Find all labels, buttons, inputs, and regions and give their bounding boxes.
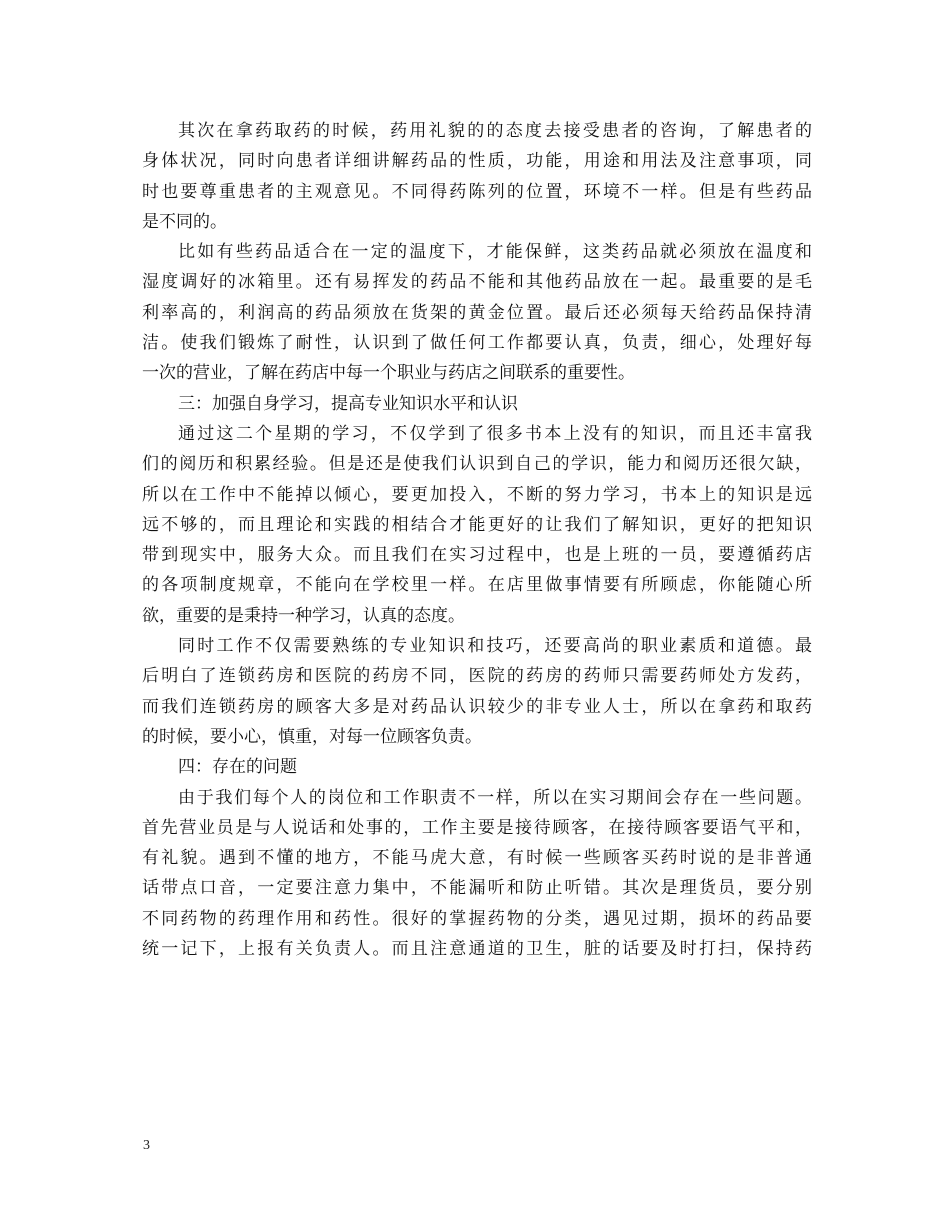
text-line: 而我们连锁药房的顾客大多是对药品认识较少的非专业人士，所以在拿药和取药: [142, 696, 812, 717]
document-body: [142, 116, 812, 964]
text-line: 同时工作不仅需要熟练的专业知识和技巧，还要高尚的职业素质和道德。最: [178, 636, 812, 657]
text-line: 是不同的。: [142, 211, 227, 232]
text-line: 身体状况，同时向患者详细讲解药品的性质，功能，用途和用法及注意事项，同: [142, 151, 812, 172]
text-line: 比如有些药品适合在一定的温度下，才能保鲜，这类药品就必须放在温度和: [178, 242, 812, 263]
text-line: 湿度调好的冰箱里。还有易挥发的药品不能和其他药品放在一起。最重要的是毛: [142, 272, 812, 293]
text-line: 利率高的，利润高的药品须放在货架的黄金位置。最后还必须每天给药品保持清: [142, 302, 812, 323]
text-line: 的时候，要小心，慎重，对每一位顾客负责。: [142, 726, 482, 747]
text-line: 统一记下，上报有关负责人。而且注意通道的卫生，脏的话要及时打扫，保持药: [142, 939, 812, 960]
text-line: 通过这二个星期的学习，不仅学到了很多书本上没有的知识，而且还丰富我: [178, 423, 812, 444]
text-line: 后明白了连锁药房和医院的药房不同，医院的药房的药师只需要药师处方发药，: [142, 666, 812, 687]
text-line: 们的阅历和积累经验。但是还是使我们认识到自己的学识，能力和阅历还很欠缺，: [142, 454, 812, 475]
text-line: 其次在拿药取药的时候，药用礼貌的的态度去接受患者的咨询，了解患者的: [178, 121, 812, 141]
text-line: 三：加强自身学习，提高专业知识水平和认识: [178, 393, 518, 414]
text-line: 带到现实中，服务大众。而且我们在实习过程中，也是上班的一员，要遵循药店: [142, 545, 812, 566]
text-line: 由于我们每个人的岗位和工作职责不一样，所以在实习期间会存在一些问题。: [178, 787, 812, 808]
text-line: 洁。使我们锻炼了耐性，认识到了做任何工作都要认真，负责，细心，处理好每: [142, 333, 812, 354]
text-line: 四：存在的问题: [178, 757, 297, 778]
text-line: 话带点口音，一定要注意力集中，不能漏听和防止听错。其次是理货员，要分别: [142, 878, 812, 899]
text-line: 欲，重要的是秉持一种学习，认真的态度。: [142, 605, 465, 626]
text-line: 不同药物的药理作用和药性。很好的掌握药物的分类，遇见过期，损坏的药品要: [142, 908, 812, 929]
text-line: 远不够的，而且理论和实践的相结合才能更好的让我们了解知识，更好的把知识: [142, 514, 812, 535]
text-line: 时也要尊重患者的主观意见。不同得药陈列的位置，环境不一样。但是有些药品: [142, 181, 812, 202]
text-line: 有礼貌。遇到不懂的地方，不能马虎大意，有时候一些顾客买药时说的是非普通: [142, 848, 812, 869]
text-line: 所以在工作中不能掉以倾心，要更加投入，不断的努力学习，书本上的知识是远: [142, 484, 812, 505]
text-line: 的各项制度规章，不能向在学校里一样。在店里做事情要有所顾虑，你能随心所: [142, 575, 812, 596]
text-line: 一次的营业，了解在药店中每一个职业与药店之间联系的重要性。: [142, 363, 635, 384]
text-line: 首先营业员是与人说话和处事的，工作主要是接待顾客，在接待顾客要语气平和，: [142, 817, 812, 838]
page-number: 3: [143, 1138, 150, 1153]
